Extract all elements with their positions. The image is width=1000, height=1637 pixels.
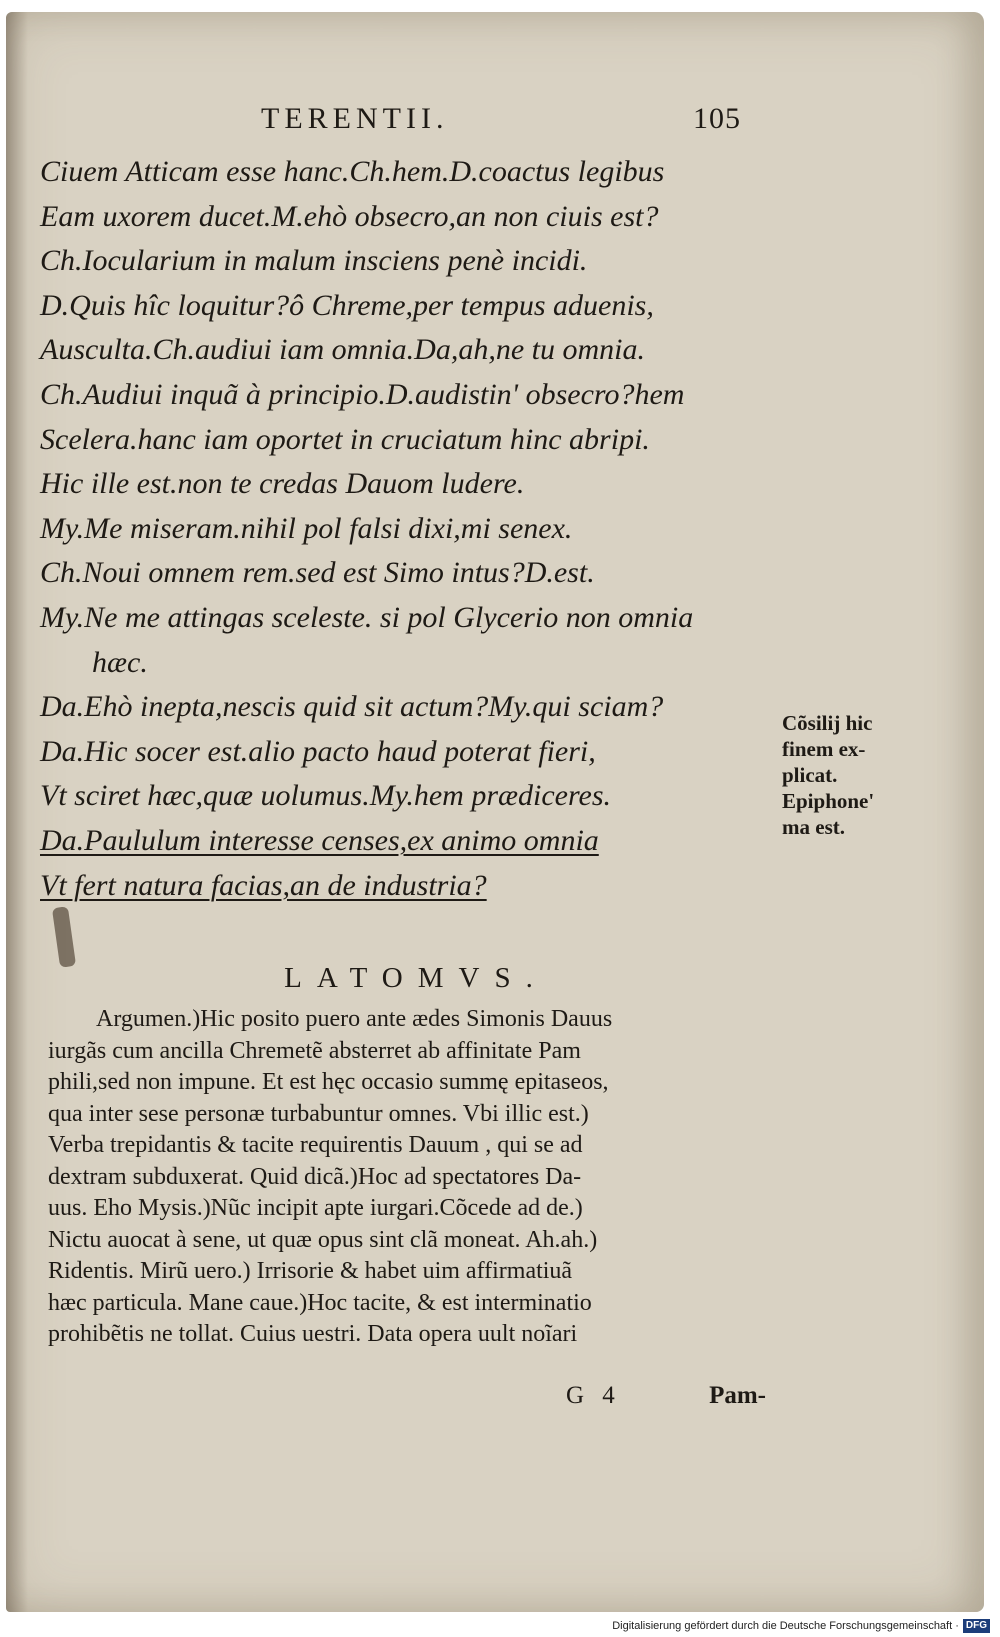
commentary-line: Verba trepidantis & tacite requirentis Dauum , qui se ad [48,1132,583,1158]
verse-line: Eam uxorem ducet.M.ehò obsecro,an non ciuis est? [40,199,659,233]
verse-line: Hic ille est.non te credas Dauom ludere. [40,467,525,501]
commentary-line: dextram subduxerat. Quid dicã.)Hoc ad spectatores Da- [48,1163,582,1190]
verse-line: My.Me miseram.nihil pol falsi dixi,mi senex. [40,511,573,545]
verse-line: Ausculta.Ch.audiui iam omnia.Da,ah,ne tu omnia. [40,333,645,367]
commentary-line: Argumen.)Hic posito puero ante ædes Simonis Dauus [96,1006,613,1032]
verse-line: Da.Ehò inepta,nescis quid sit actum?My.qui sciam? [40,690,664,724]
verse-line: hæc. [92,645,148,679]
running-head: TERENTII. [261,102,449,135]
commentary-line: prohibẽtis ne tollat. Cuius uestri. Data opera uult noĩari [48,1321,578,1347]
ink-stain [52,906,76,968]
commentary-line: hæc particula. Mane caue.)Hoc tacite, & est interminatio [48,1289,592,1316]
margin-note [782,710,942,840]
verse-line: Da.Paululum interesse censes,ex animo omnia [40,823,599,857]
commentary-line: qua inter sese personæ turbabuntur omnes. Vbi illic est.) [48,1100,589,1127]
footer-text: Digitalisierung gefördert durch die Deutsche Forschungsgemeinschaft · [612,1620,959,1632]
digitization-footer [612,1617,990,1635]
commentary-text [48,1004,778,1351]
book-page [6,12,984,1612]
commentary-line: Ridentis. Mirũ uero.) Irrisorie & habet uim affirmatiuã [48,1258,573,1284]
margin-note-line: plicat. [782,763,838,787]
signature-mark: G 4 [566,1382,621,1409]
margin-note-line: Epiphone' [782,789,875,813]
commentary-line: Nictu auocat à sene, ut quæ opus sint clã moneat. Ah.ah.) [48,1226,598,1253]
commentary-line: uus. Eho Mysis.)Nũc incipit apte iurgari.Cõcede ad de.) [48,1195,583,1221]
verse-line: Vt sciret hæc,quæ uolumus.My.hem prædiceres. [40,779,612,813]
verse-line: Ciuem Atticam esse hanc.Ch.hem.D.coactus legibus [40,155,665,188]
section-title: LATOMVS. [284,962,548,994]
verse-line: Ch.Audiui inquã à principio.D.audistin' obsecro?hem [40,377,685,411]
verse-text [40,150,760,908]
margin-note-line: finem ex- [782,737,866,761]
verse-line: Ch.Noui omnem rem.sed est Simo intus?D.est. [40,556,595,590]
commentary-line: iurgãs cum ancilla Chremetẽ absterret ab affinitate Pam [48,1037,581,1064]
commentary-line: phili,sed non impune. Et est hęc occasio summę epitaseos, [48,1069,609,1095]
verse-line: Scelera.hanc iam oportet in cruciatum hinc abripi. [40,422,650,456]
verse-line: D.Quis hîc loquitur?ô Chreme,per tempus aduenis, [40,288,654,322]
verse-line: Da.Hic socer est.alio pacto haud poterat fieri, [40,734,596,768]
verse-line: My.Ne me attingas sceleste. si pol Glycerio non omnia [40,600,694,634]
page-header [261,102,741,142]
verse-line: Vt fert natura facias,an de industria? [40,868,487,902]
page-number: 105 [693,102,741,135]
verse-line: Ch.Iocularium in malum insciens penè incidi. [40,244,588,278]
margin-note-line: ma est. [782,815,845,839]
gutter-shadow [6,12,28,1612]
dfg-logo-icon: DFG [963,1619,990,1633]
margin-note-line: Cõsilij hic [782,711,873,735]
catchline [566,1382,766,1416]
catchword: Pam- [709,1382,766,1409]
